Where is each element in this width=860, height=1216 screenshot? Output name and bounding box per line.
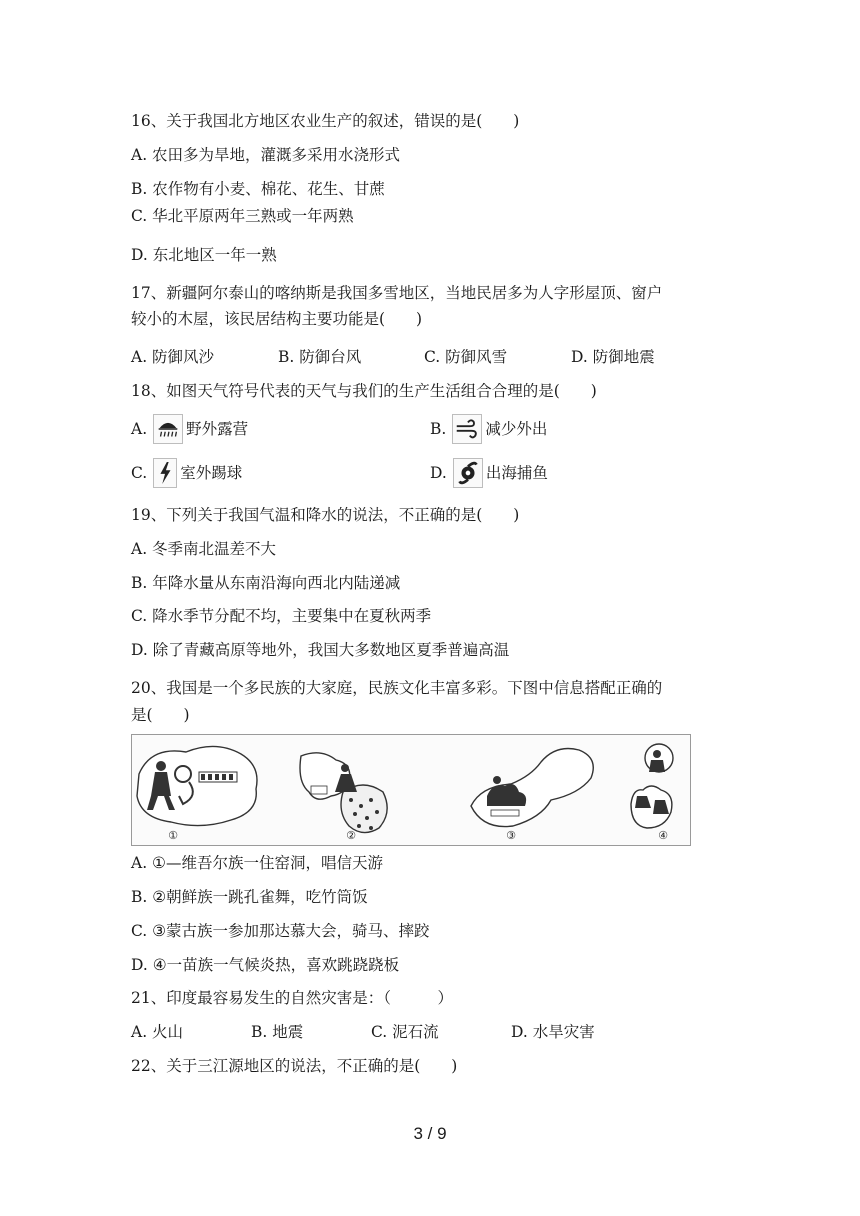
q19-option-d: D. 除了青藏高原等地外，我国大多数地区夏季普遍高温 — [131, 641, 510, 659]
q18-option-b — [430, 414, 547, 444]
q16-option-a: A. 农田多为旱地，灌溉多采用水浇形式 — [131, 146, 401, 164]
q18-option-d-letter: D. — [430, 464, 447, 482]
q18-option-a — [131, 414, 248, 444]
rain-weather-icon — [153, 414, 183, 444]
q21-stem: 21、印度最容易发生的自然灾害是：（ ） — [131, 989, 453, 1007]
map-label-2: ② — [346, 829, 356, 842]
q19-option-b: B. 年降水量从东南沿海向西北内陆递减 — [131, 574, 401, 592]
q20-option-c: C. ③蒙古族一参加那达慕大会，骑马、摔跤 — [131, 922, 430, 940]
q20-stem-line2: 是( ) — [131, 706, 190, 724]
q18-option-b-letter: B. — [430, 420, 447, 438]
q16-option-b: B. 农作物有小麦、棉花、花生、甘蔗 — [131, 180, 385, 198]
lightning-weather-icon — [153, 458, 177, 488]
q19-option-a: A. 冬季南北温差不大 — [131, 540, 277, 558]
q18-option-b-text: 减少外出 — [485, 420, 548, 438]
q18-option-d — [430, 458, 548, 488]
page-number: 3 / 9 — [413, 1124, 447, 1143]
q17-option-d: D. 防御地震 — [571, 348, 655, 366]
q21-option-b: B. 地震 — [251, 1023, 304, 1041]
q20-stem-line1: 20、我国是一个多民族的大家庭，民族文化丰富多彩。下图中信息搭配正确的 — [131, 679, 663, 697]
ethnic-culture-map-figure — [131, 734, 691, 846]
q20-option-b: B. ②朝鲜族一跳孔雀舞，吃竹筒饭 — [131, 888, 368, 906]
q17-stem-line1: 17、新疆阿尔泰山的喀纳斯是我国多雪地区，当地民居多为人字形屋顶、窗户 — [131, 284, 663, 302]
map-label-3: ③ — [506, 829, 516, 842]
q16-option-d: D. 东北地区一年一熟 — [131, 246, 277, 264]
q20-option-d: D. ④一苗族一气候炎热，喜欢跳跷跷板 — [131, 956, 400, 974]
q17-option-a: A. 防御风沙 — [131, 348, 215, 366]
q17-option-c: C. 防御风雪 — [424, 348, 508, 366]
q17-stem-line2: 较小的木屋，该民居结构主要功能是( ) — [131, 310, 423, 328]
q22-stem: 22、关于三江源地区的说法，不正确的是( ) — [131, 1057, 458, 1075]
typhoon-weather-icon — [453, 458, 483, 488]
map-panel-1 — [137, 746, 257, 825]
q18-option-c-letter: C. — [131, 464, 148, 482]
q16-option-c: C. 华北平原两年三熟或一年两熟 — [131, 207, 354, 225]
q19-option-c: C. 降水季节分配不均，主要集中在夏秋两季 — [131, 607, 432, 625]
q20-option-a: A. ①—维吾尔族一住窑洞，唱信天游 — [131, 854, 383, 872]
q18-option-a-letter: A. — [131, 420, 148, 438]
q17-option-b: B. 防御台风 — [278, 348, 362, 366]
q21-option-d: D. 水旱灾害 — [511, 1023, 595, 1041]
q18-option-c-text: 室外踢球 — [180, 464, 243, 482]
q18-stem: 18、如图天气符号代表的天气与我们的生产生活组合合理的是( ) — [131, 382, 597, 400]
map-label-4: ④ — [658, 829, 668, 842]
q16-stem: 16、关于我国北方地区农业生产的叙述，错误的是( ) — [131, 112, 520, 130]
map-label-1: ① — [168, 829, 178, 842]
q18-option-c — [131, 458, 242, 488]
q21-option-c: C. 泥石流 — [371, 1023, 439, 1041]
q19-stem: 19、下列关于我国气温和降水的说法，不正确的是( ) — [131, 506, 520, 524]
gale-weather-icon — [452, 414, 482, 444]
q21-option-a: A. 火山 — [131, 1023, 184, 1041]
q18-option-a-text: 野外露营 — [186, 420, 249, 438]
q18-option-d-text: 出海捕鱼 — [485, 464, 548, 482]
